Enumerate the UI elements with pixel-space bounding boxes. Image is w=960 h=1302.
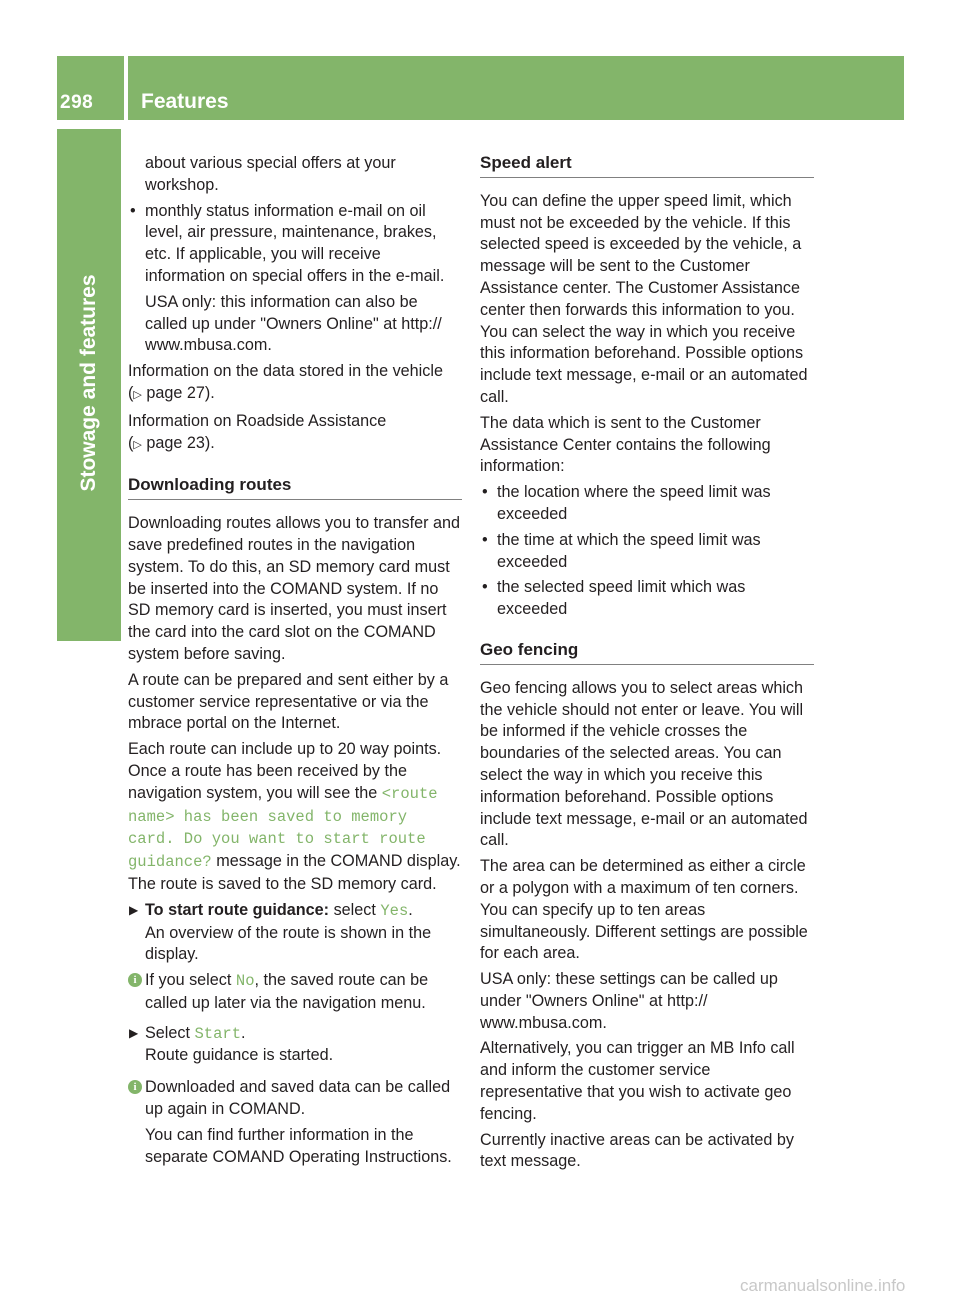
page-number: 298 — [60, 92, 94, 113]
paragraph: The data which is sent to the Customer Assistance Center contains the following information: — [480, 413, 771, 476]
bullet-icon: • — [130, 201, 136, 220]
bullet-icon: • — [482, 578, 488, 597]
list-item: • the location where the speed limit was exceeded — [482, 483, 771, 523]
heading-speed-alert: Speed alert — [480, 152, 814, 178]
step-arrow-icon: ▶ — [129, 1025, 139, 1040]
page-ref-arrow-icon: ▷ — [133, 438, 142, 451]
list-item: • the time at which the speed limit was exceeded — [482, 530, 761, 571]
step-arrow-icon: ▶ — [129, 902, 139, 917]
bullet-icon: • — [482, 483, 488, 502]
display-message: <route name> has been saved to memory card. Do you want to start route guidance? — [128, 784, 438, 872]
continued-text: about various special offers at your workshop. — [145, 154, 396, 194]
heading-geo-fencing: Geo fencing — [480, 639, 814, 665]
page-section-title: Features — [141, 90, 229, 113]
paragraph: Each route can include up to 20 way points. Once a route has been received by the navigation system, you will see the <route name> has been saved to memory card. Do you want to start route guidance? message in the COMAND display. The route is saved to the SD memory card. — [128, 740, 461, 893]
usa-note: USA only: this information can also be called up under "Owners Online" at http:// www.mbusa.com. — [145, 292, 442, 355]
info-icon: i — [128, 973, 142, 987]
list-item: • monthly status information e-mail on oil level, air pressure, maintenance, brakes, etc. If applicable, you will receive information on special offers in the e-mail. — [130, 201, 445, 285]
right-column — [480, 152, 814, 1177]
yes-option: Yes — [380, 901, 409, 920]
page-ref-arrow-icon: ▷ — [133, 388, 142, 401]
bullet-icon: • — [482, 530, 488, 549]
info-note: i If you select No, the saved route can be called up later via the navigation menu. — [128, 970, 462, 1015]
paragraph: You can define the upper speed limit, which must not be exceeded by the vehicle. If this selected speed is exceeded by the vehicle, a message will be sent to the Customer Assistance center. The Customer Assistance center then forwards this information to you. You can select the way in which you receive this information beforehand. Possible options include text message, e-mail or an automated call. — [480, 191, 808, 406]
section-marker — [57, 577, 121, 641]
step-select-start: ▶ Select Start. Route guidance is started. — [129, 1023, 334, 1065]
step-start-guidance: ▶ To start route guidance: select Yes. An overview of the route is shown in the display. — [129, 900, 432, 964]
paragraph: A route can be prepared and sent either by a customer service representative or via the mbrace portal on the Internet. — [128, 670, 449, 733]
paragraph: Alternatively, you can trigger an MB Info call and inform the customer service representative that you wish to activate geo fencing. — [480, 1039, 795, 1123]
heading-downloading-routes: Downloading routes — [128, 474, 462, 500]
no-option: No — [235, 972, 255, 991]
list-item: • the selected speed limit which was exceeded — [482, 578, 746, 619]
info-roadside-ref: Information on Roadside Assistance (▷ page 23). — [128, 411, 387, 452]
side-tab-label: Stowage and features — [77, 274, 100, 492]
paragraph: Currently inactive areas can be activated by text message. — [480, 1130, 795, 1171]
info-vehicle-ref: Information on the data stored in the vehicle (▷ page 27). — [128, 362, 443, 402]
start-option: Start — [194, 1024, 242, 1043]
paragraph: Geo fencing allows you to select areas which the vehicle should not enter or leave. You will be informed if the vehicle crosses the boundaries of the selected areas. You can select the way in which you receive this information beforehand. Possible options include text message, e-mail or an automated call. — [480, 678, 808, 850]
paragraph: The area can be determined as either a circle or a polygon with a maximum of ten corners. You can specify up to ten areas simultaneously. Different settings are possible for each area. — [480, 857, 808, 963]
info-icon: i — [128, 1080, 142, 1094]
paragraph: Downloading routes allows you to transfer and save predefined routes in the navigation system. To do this, an SD memory card must be inserted into the COMAND system. If no SD memory card is inserted, you must insert the card into the card slot on the COMAND system before saving. — [128, 514, 461, 663]
info-note-more: You can find further information in the separate COMAND Operating Instructions. — [145, 1125, 452, 1166]
info-note: i Downloaded and saved data can be called up again in COMAND. — [128, 1077, 462, 1121]
page-ref-link[interactable]: page 23). — [146, 433, 215, 452]
header-separator — [124, 56, 128, 120]
paragraph: USA only: these settings can be called up under "Owners Online" at http:// www.mbusa.com. — [480, 970, 778, 1032]
left-column — [128, 153, 462, 1172]
watermark: carmanualsonline.info — [740, 1276, 906, 1295]
page-ref-link[interactable]: page 27). — [146, 383, 215, 402]
